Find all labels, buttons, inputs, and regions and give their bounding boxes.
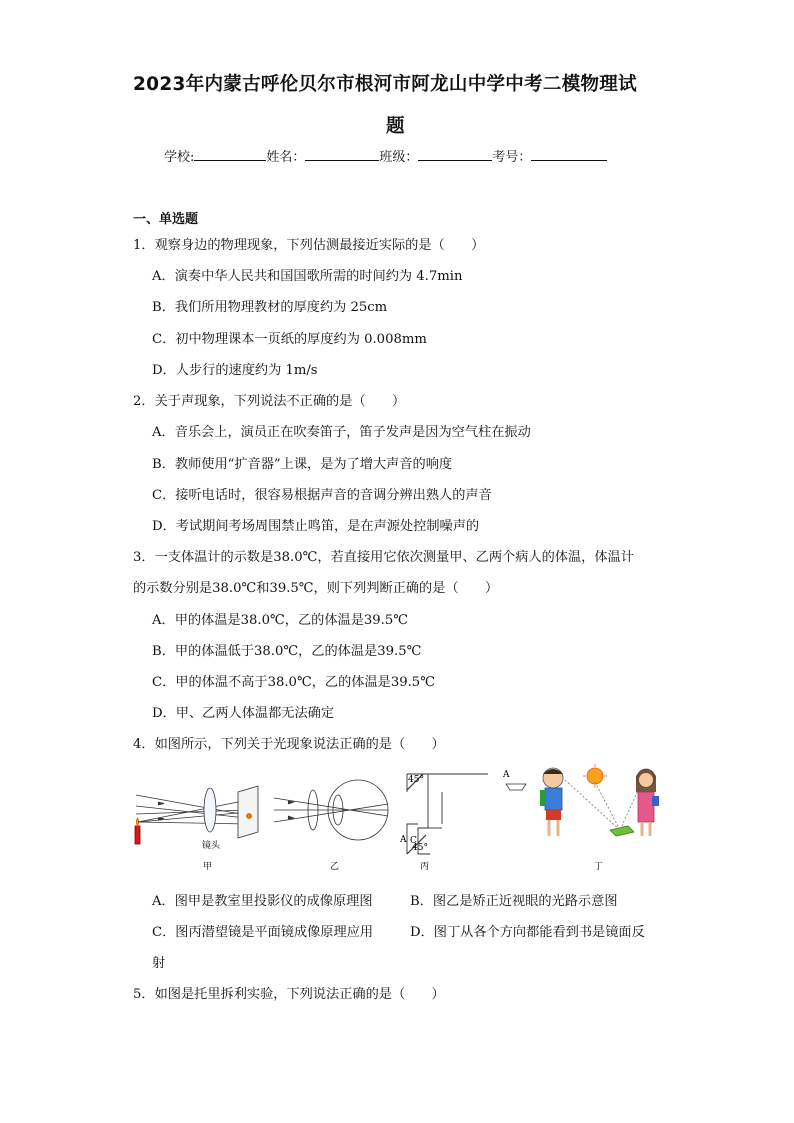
question-4-stem: 4．如图所示，下列关于光现象说法正确的是（ ） [133, 737, 445, 752]
figure-jia-label: 甲 [203, 862, 213, 872]
class-label: 班级： [379, 150, 419, 165]
question-1-stem: 1．观察身边的物理现象，下列估测最接近实际的是（ ） [133, 238, 485, 253]
number-label: 考号： [492, 150, 532, 165]
question-4-option-b: B．图乙是矫正近视眼的光路示意图 [410, 894, 618, 909]
name-field[interactable] [305, 146, 379, 161]
question-1-option-b: B．我们所用物理教材的厚度约为 25cm [152, 300, 388, 315]
figure-ding-point-a: A [503, 770, 510, 780]
question-4-option-d-line1: D．图丁从各个方向都能看到书是镜面反 [410, 925, 645, 940]
sun [587, 768, 603, 784]
question-5-stem: 5．如图是托里拆利实验，下列说法正确的是（ ） [133, 987, 445, 1002]
question-1-option-d: D．人步行的速度约为 1m/s [152, 363, 318, 378]
question-4-option-d-line2: 射 [152, 956, 166, 971]
convex-lens [204, 788, 216, 832]
class-field[interactable] [418, 146, 492, 161]
boy-shorts [546, 810, 561, 820]
question-3-stem-line1: 3．一支体温计的示数是38.0℃，若直接用它依次测量甲、乙两个病人的体温，体温计 [133, 550, 634, 565]
figure-bing-point-a: A [400, 835, 407, 845]
question-4-option-a: A．图甲是教室里投影仪的成像原理图 [152, 894, 373, 909]
question-2-stem: 2．关于声现象，下列说法不正确的是（ ） [133, 394, 406, 409]
screen [238, 786, 258, 838]
girl-dress [638, 792, 654, 822]
question-2-option-b: B．教师使用“扩音器”上课，是为了增大声音的响度 [152, 457, 453, 472]
question-4-option-c: C．图丙潜望镜是平面镜成像原理应用 [152, 925, 374, 940]
figure-jia-lens-label: 镜头 [202, 841, 221, 851]
question-2-option-a: A．音乐会上，演员正在吹奏笛子，笛子发声是因为空气柱在振动 [152, 425, 531, 440]
question-2-option-d: D．考试期间考场周围禁止鸣笛，是在声源处控制噪声的 [152, 519, 480, 534]
name-label: 姓名： [266, 150, 306, 165]
boy-shirt [545, 788, 562, 810]
candle [135, 826, 140, 844]
question-2-option-c: C．接听电话时，很容易根据声音的音调分辨出熟人的声音 [152, 488, 492, 503]
section-heading: 一、单选题 [133, 212, 199, 227]
figure-bing-angle-bottom: 45° [412, 843, 428, 853]
number-field[interactable] [531, 146, 607, 161]
page-title-line2: 题 [386, 116, 405, 137]
figure-ding-scene [502, 764, 659, 836]
figure-yi-label: 乙 [330, 862, 340, 872]
student-info-line [164, 146, 607, 165]
question-3-stem-line2: 的示数分别是38.0℃和39.5℃，则下列判断正确的是（ ） [133, 581, 499, 596]
small-mirror [506, 784, 526, 790]
school-label: 学校: [164, 150, 195, 165]
figure-ding-label: 丁 [594, 862, 604, 872]
question-4-figure [128, 762, 688, 874]
figure-bing-periscope [407, 774, 488, 854]
image-spot [247, 814, 252, 819]
question-3-option-a: A．甲的体温是38.0℃，乙的体温是39.5℃ [152, 613, 409, 628]
question-1-option-c: C．初中物理课本一页纸的厚度约为 0.008mm [152, 332, 427, 347]
question-3-option-b: B．甲的体温低于38.0℃，乙的体温是39.5℃ [152, 644, 422, 659]
question-3-option-c: C．甲的体温不高于38.0℃，乙的体温是39.5℃ [152, 675, 435, 690]
figure-jia-projector [135, 786, 258, 844]
figure-bing-label: 丙 [420, 862, 430, 872]
book [610, 826, 634, 836]
girl-book [652, 796, 659, 806]
school-field[interactable] [194, 146, 266, 161]
question-3-option-d: D．甲、乙两人体温都无法确定 [152, 706, 335, 721]
figure-bing-angle-top: 45° [408, 775, 424, 785]
figure-bing-point-c: C [410, 836, 417, 846]
boy-backpack [540, 790, 546, 806]
question-1-option-a: A．演奏中华人民共和国国歌所需的时间约为 4.7min [152, 269, 463, 284]
figure-yi-eye [274, 780, 388, 840]
page-title-line1: 2023年内蒙古呼伦贝尔市根河市阿龙山中学中考二模物理试 [133, 74, 637, 95]
